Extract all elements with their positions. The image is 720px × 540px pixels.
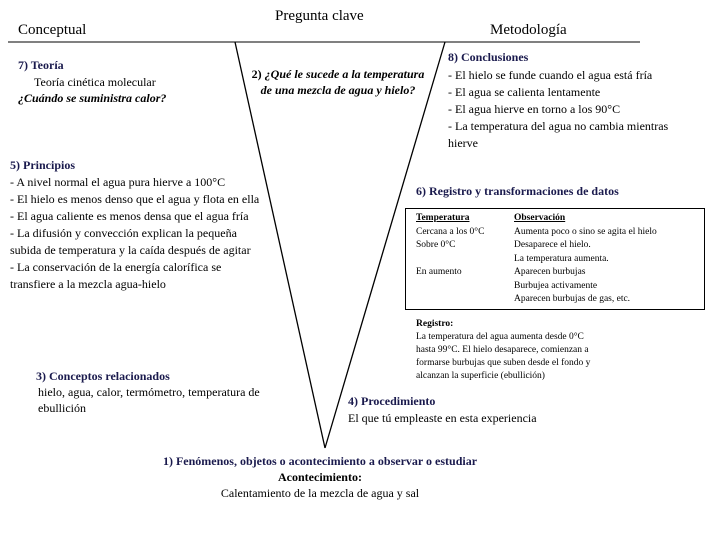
conclusion-item: - El hielo se funde cuando el agua está fría — [448, 68, 653, 82]
records-cell: Sobre 0°C — [416, 240, 456, 250]
key-question-number: 2) — [251, 67, 262, 81]
concepts-title: 3) Conceptos relacionados — [36, 369, 170, 383]
principles-block — [10, 157, 268, 293]
header-key-question: Pregunta clave — [275, 8, 364, 24]
header-methodology: Metodología — [490, 22, 567, 38]
principle-item: - El hielo es menos denso que el agua y flota en ella — [10, 192, 260, 206]
principle-item: - A nivel normal el agua pura hierve a 100°C — [10, 175, 226, 189]
records-table — [405, 208, 705, 310]
concepts-content: hielo, agua, calor, termómetro, temperatura de ebullición — [38, 385, 260, 415]
event-content: Calentamiento de la mezcla de agua y sal — [220, 486, 420, 500]
event-title: 1) Fenómenos, objetos o acontecimiento a observar o estudiar — [162, 454, 478, 468]
theory-content: Teoría cinética molecular — [34, 75, 156, 89]
records-cell: En aumento — [416, 267, 462, 277]
principle-item: - La difusión y convección explican la pequeña subida de temperatura y la caída después de agitar — [10, 226, 251, 257]
records-title: 6) Registro y transformaciones de datos — [416, 184, 619, 198]
registro-block — [416, 318, 656, 383]
header-conceptual: Conceptual — [18, 22, 87, 38]
records-col-header: Observación — [514, 213, 566, 223]
conclusions-title: 8) Conclusiones — [448, 50, 529, 64]
principle-item: - El agua caliente es menos densa que el agua fría — [10, 209, 249, 223]
key-question-text: ¿Qué le sucede a la temperatura de una mezcla de agua y hielo? — [260, 67, 425, 97]
registro-label: Registro: — [416, 319, 454, 329]
records-cell: La temperatura aumenta. — [514, 254, 609, 264]
principles-title: 5) Principios — [10, 158, 75, 172]
records-cell: Cercana a los 0°C — [416, 227, 485, 237]
procedure-block — [348, 393, 608, 427]
records-col-header: Temperatura — [416, 213, 470, 223]
procedure-content: El que tú empleaste en esta experiencia — [348, 411, 537, 425]
conclusion-item: - El agua se calienta lentamente — [448, 85, 601, 99]
records-cell: Aparecen burbujas — [514, 267, 586, 277]
conclusion-item: - El agua hierve en torno a los 90°C — [448, 102, 621, 116]
event-subtitle: Acontecimiento: — [278, 470, 362, 484]
key-question — [248, 66, 428, 98]
conclusions-block — [448, 50, 678, 152]
records-cell: Desaparece el hielo. — [514, 240, 591, 250]
conclusion-item: - La temperatura del agua no cambia mientras hierve — [448, 119, 669, 150]
registro-line: alcanzan la superficie (ebullición) — [416, 371, 545, 381]
records-cell: Burbujea activamente — [514, 281, 598, 291]
registro-line: La temperatura del agua aumenta desde 0°C — [416, 332, 584, 342]
event-block — [120, 453, 520, 501]
principle-item: - La conservación de la energía calorífica se transfiere a la mezcla agua-hielo — [10, 260, 222, 291]
theory-question: ¿Cuándo se suministra calor? — [18, 91, 167, 105]
registro-line: formarse burbujas que suben desde el fondo y — [416, 358, 591, 368]
theory-title: 7) Teoría — [18, 58, 64, 72]
procedure-title: 4) Procedimiento — [348, 394, 436, 408]
records-cell: Aparecen burbujas de gas, etc. — [514, 294, 631, 304]
registro-line: hasta 99°C. El hielo desaparece, comienzan a — [416, 345, 589, 355]
records-cell: Aumenta poco o sino se agita el hielo — [514, 227, 657, 237]
concepts-block — [36, 368, 304, 416]
